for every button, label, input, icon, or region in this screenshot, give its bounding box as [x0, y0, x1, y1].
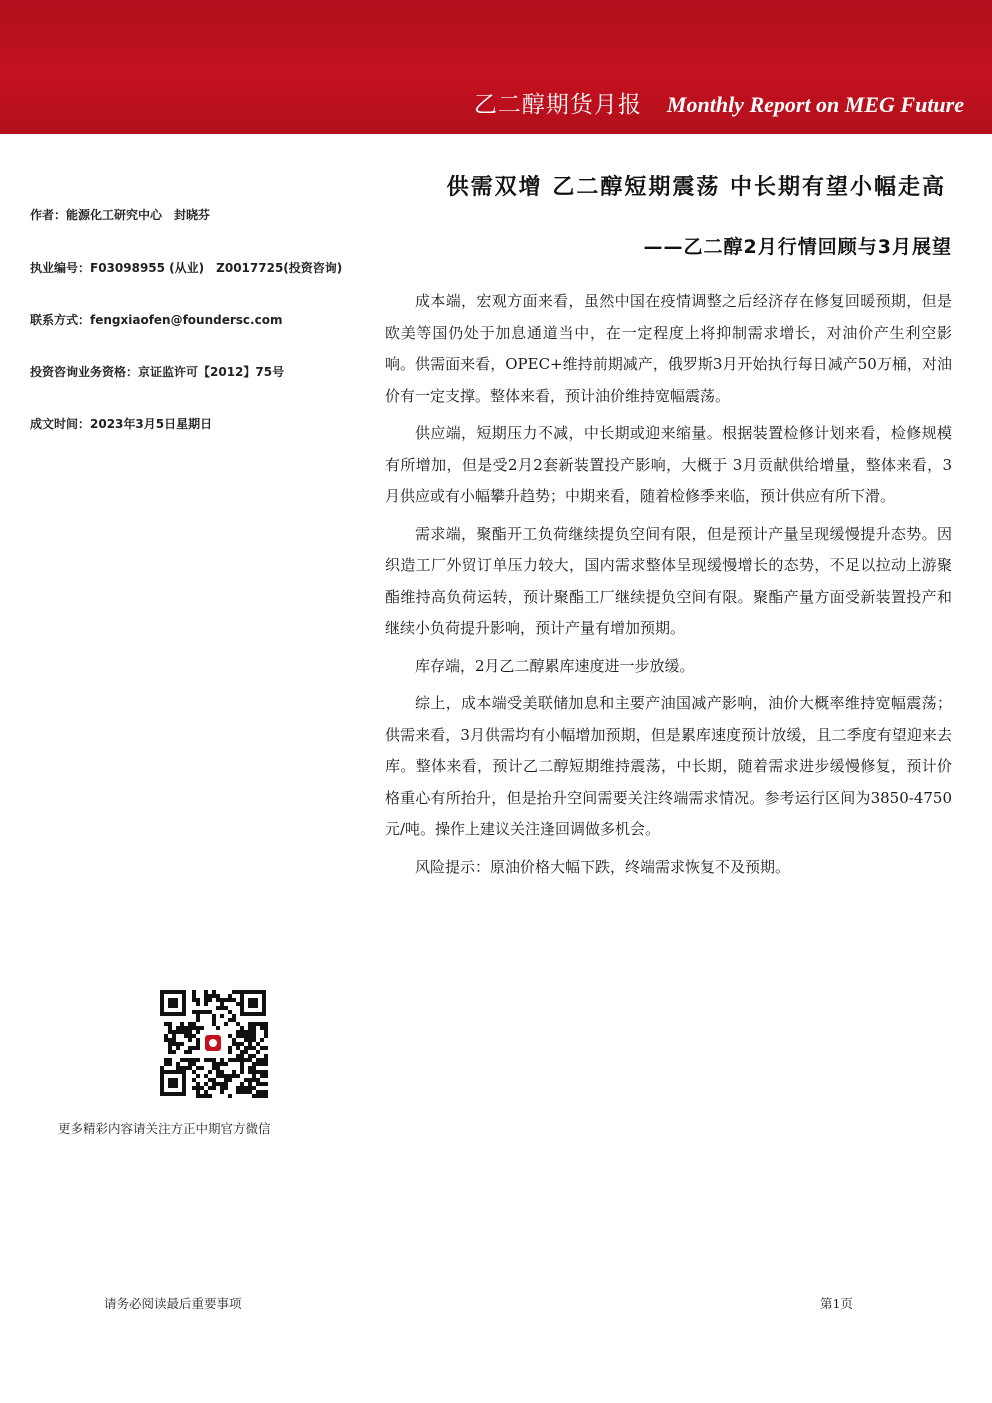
report-subtitle: ——乙二醇2月行情回顾与3月展望	[643, 236, 952, 258]
footer-notice: 请务必阅读最后重要事项	[104, 1296, 242, 1311]
qr-code-icon	[158, 988, 268, 1098]
author-line: 作者：能源化工研究中心 封晓芬	[30, 208, 211, 222]
series-title-zh: 乙二醇期货月报	[473, 92, 642, 118]
date-line: 成文时间：2023年3月5日星期日	[30, 417, 213, 431]
qualification-line: 投资咨询业务资格：京证监许可【2012】75号	[30, 365, 285, 379]
qr-caption: 更多精彩内容请关注方正中期官方微信	[58, 1121, 271, 1136]
page-number: 第1页	[820, 1296, 853, 1311]
paragraph-cost: 成本端，宏观方面来看，虽然中国在疫情调整之后经济存在修复回暖预期，但是欧美等国仍处于加息通道当中，在一定程度上将抑制需求增长，对油价产生利空影响。供需面来看，OPEC+维持前期减产，俄罗斯3月开始执行每日减产50万桶，对油价有一定支撑。整体来看，预计油价维持宽幅震荡。	[385, 292, 952, 405]
report-body	[385, 286, 952, 889]
contact-line: 联系方式：fengxiaofen@foundersc.com	[30, 313, 283, 327]
license-line: 执业编号：F03098955 (从业) Z0017725(投资咨询)	[30, 261, 343, 275]
paragraph-supply: 供应端，短期压力不减，中长期或迎来缩量。根据装置检修计划来看，检修规模有所增加，但是受2月2套新装置投产影响，大概于 3月贡献供给增量，整体来看，3月供应或有小幅攀升趋势；中期来看，随着检修季来临，预计供应有所下滑。	[385, 424, 952, 505]
header-banner	[0, 0, 992, 134]
paragraph-inventory: 库存端，2月乙二醇累库速度进一步放缓。	[415, 656, 695, 675]
report-series-title	[474, 86, 964, 119]
report-title: 供需双增 乙二醇短期震荡 中长期有望小幅走高	[446, 175, 946, 200]
paragraph-demand: 需求端，聚酯开工负荷继续提负空间有限，但是预计产量呈现缓慢提升态势。因织造工厂外贸订单压力较大，国内需求整体呈现缓慢增长的态势，不足以拉动上游聚酯维持高负荷运转，预计聚酯工厂继续提负空间有限。聚酯产量方面受新装置投产和继续小负荷提升影响，预计产量有增加预期。	[385, 524, 952, 637]
paragraph-risk: 风险提示：原油价格大幅下跌，终端需求恢复不及预期。	[415, 857, 791, 876]
series-title-en: Monthly Report on MEG Future	[666, 92, 964, 117]
paragraph-summary: 综上，成本端受美联储加息和主要产油国减产影响，油价大概率维持宽幅震荡；供需来看，3月供需均有小幅增加预期，但是累库速度预计放缓，且二季度有望迎来去库。整体来看，预计乙二醇短期维持震荡，中长期，随着需求进步缓慢修复，预计价格重心有所抬升，但是抬升空间需要关注终端需求情况。参考运行区间为3850-4750元/吨。操作上建议关注逢回调做多机会。	[385, 694, 952, 838]
